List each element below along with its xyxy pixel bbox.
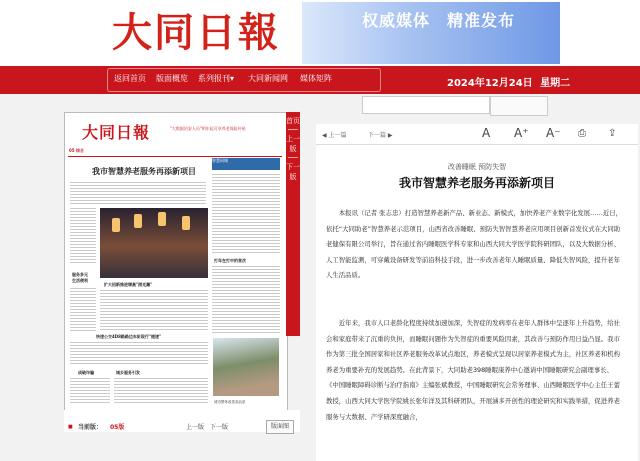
paper-masthead: 大同日報 [82, 123, 151, 142]
paper-main-title[interactable]: 我市智慧养老服务再添新项目 [92, 167, 196, 176]
current-page-label: 当前版： [78, 424, 103, 431]
paper-text-block[interactable] [70, 378, 110, 404]
paper-text-block[interactable] [212, 174, 280, 254]
article-kicker: 改善睡眠 预防失智 [447, 163, 507, 171]
paper-photo-lanterns[interactable] [100, 208, 208, 278]
date-display [447, 74, 570, 89]
paper-highlight-bar: 智慧同城 [212, 158, 280, 170]
page-side-tabs [286, 112, 300, 336]
nav-overview[interactable]: 版面概览 [156, 74, 188, 83]
page-icon: ■ [68, 424, 73, 430]
paper-left-headline-2[interactable]: 侦破诈骗 [78, 370, 94, 375]
paper-caption-2[interactable]: 城乡服务引发 [116, 370, 140, 375]
chevron-down-icon: ▾ [230, 74, 235, 83]
site-logo: 大同日報 [112, 9, 280, 56]
nav-home[interactable]: 返回首页 [114, 74, 146, 83]
paper-text-block[interactable] [70, 208, 96, 264]
paper-section-label: 05 综合 [69, 148, 84, 153]
font-decrease-button[interactable]: A⁻ [546, 126, 561, 140]
font-reset-button[interactable]: A [482, 126, 491, 140]
divider [288, 157, 298, 158]
tab-first-page[interactable]: 首页 [286, 117, 300, 125]
font-increase-button[interactable]: A⁺ [514, 126, 529, 140]
nav-news[interactable]: 大同新闻网 [248, 74, 288, 83]
nav-series[interactable] [198, 73, 234, 84]
lantern-mark [134, 214, 142, 228]
paper-text-block[interactable] [70, 342, 208, 366]
site-header [0, 0, 640, 66]
search-button[interactable] [490, 96, 548, 116]
prev-article-label: 上一篇 [328, 132, 347, 139]
prev-page-link[interactable]: 上一版 [186, 424, 205, 431]
current-page-value: 05版 [110, 424, 125, 431]
banner-text: 权威媒体 精准发布 [362, 11, 516, 30]
print-icon[interactable]: ⎙ [578, 128, 586, 139]
article-paragraph: 本报讯（记者 张志忠）打造智慧养老新产品、新业态、新模式，加快养老产业数字化发展……近日，依托“大同助老”智慧养老示范项目，山西省改善睡眠、预防失智智慧养老应用项目创新首发仪式在大同助老健保有限公司举行，旨在通过省内睡眠医学科专家和山西大同大学医学院科研团队，以及大数据分析、人工智能监测，可穿戴设备研发等前沿科技手段，进一步改善老年人睡眠质量、降低失智风险，提升老年人生活品质。 [326, 209, 623, 280]
header-banner [302, 2, 560, 64]
article-paragraph: 近年来，我市人口老龄化程度持续加速加深，失智症的发病率在老年人群体中呈逐年上升趋势，给社会和家庭带来了沉重的负担，而睡眠问题作为失智症的重要风险因素，其改善与预防作用日益凸显。我市作为第三批全国居家和社区养老服务改革试点地区，养老模式呈现以居家养老模式为主，社区养老和机构养老为重要补充的发展趋势。在此背景下，大同助老398睡眠康养中心邀请中国睡眠研究会副理事长、《中国睡眠障碍诊断与治疗指南》主编张斌教授，中国睡眠研究会常务理事、山西睡眠医学中心主任王蕾教授，山西大同大学医学院姚长张年洋及其科研团队，开展涵多开创性的理论研究和实践举措，促进养老服务与大数据、产学研深度融合， [326, 319, 620, 421]
next-article-label: 下一篇 [368, 132, 387, 139]
prev-article-link[interactable]: ◀ 上一篇 [322, 132, 347, 139]
nav-media[interactable]: 媒体矩阵 [300, 74, 332, 83]
lantern-mark [182, 216, 190, 230]
paper-text-block[interactable] [70, 182, 206, 204]
paper-bottom-caption[interactable]: 快速公交4D8路路边车阶段行"提速" [96, 334, 162, 339]
divider [288, 129, 298, 130]
paper-text-block[interactable] [100, 290, 208, 330]
paper-text-block[interactable] [212, 266, 280, 334]
lantern-mark [112, 218, 120, 232]
paper-photo-landscape[interactable] [213, 338, 279, 396]
next-article-link[interactable]: 下一篇 ▶ [368, 132, 393, 139]
paper-top-headline[interactable]: "大数据治安人员"明年起可享养老保险补贴 [170, 126, 246, 131]
lantern-mark [158, 212, 166, 226]
next-page-link[interactable]: 下一版 [210, 424, 229, 431]
paper-side-headline[interactable]: 打年在打中的首次 [214, 258, 246, 263]
search-input[interactable] [362, 96, 490, 114]
paper-text-block[interactable] [70, 288, 96, 332]
page-index-button[interactable]: 版面图 [266, 420, 294, 434]
tab-next-page[interactable]: 下一版 [286, 163, 300, 181]
nav-box [107, 68, 381, 92]
paper-text-block[interactable] [114, 378, 208, 404]
paper-photo-caption: 城市整体改善高品质 [214, 400, 246, 404]
share-icon[interactable]: ⇪ [608, 128, 617, 139]
article-title: 我市智慧养老服务再添新项目 [398, 176, 555, 190]
divider [68, 156, 282, 157]
article-toolbar [316, 124, 638, 145]
tab-prev-page[interactable]: 上一版 [286, 135, 300, 153]
date-text: 2024年12月24日 [447, 78, 533, 89]
weekday-text: 星期二 [540, 78, 571, 89]
article-panel [316, 124, 638, 461]
paper-left-headline[interactable]: 服务多元 生活便利 [72, 272, 88, 283]
paper-caption[interactable]: 扩大招新推进增高"照光瀚" [104, 282, 153, 287]
nav-series-label: 系列报刊 [198, 74, 230, 83]
